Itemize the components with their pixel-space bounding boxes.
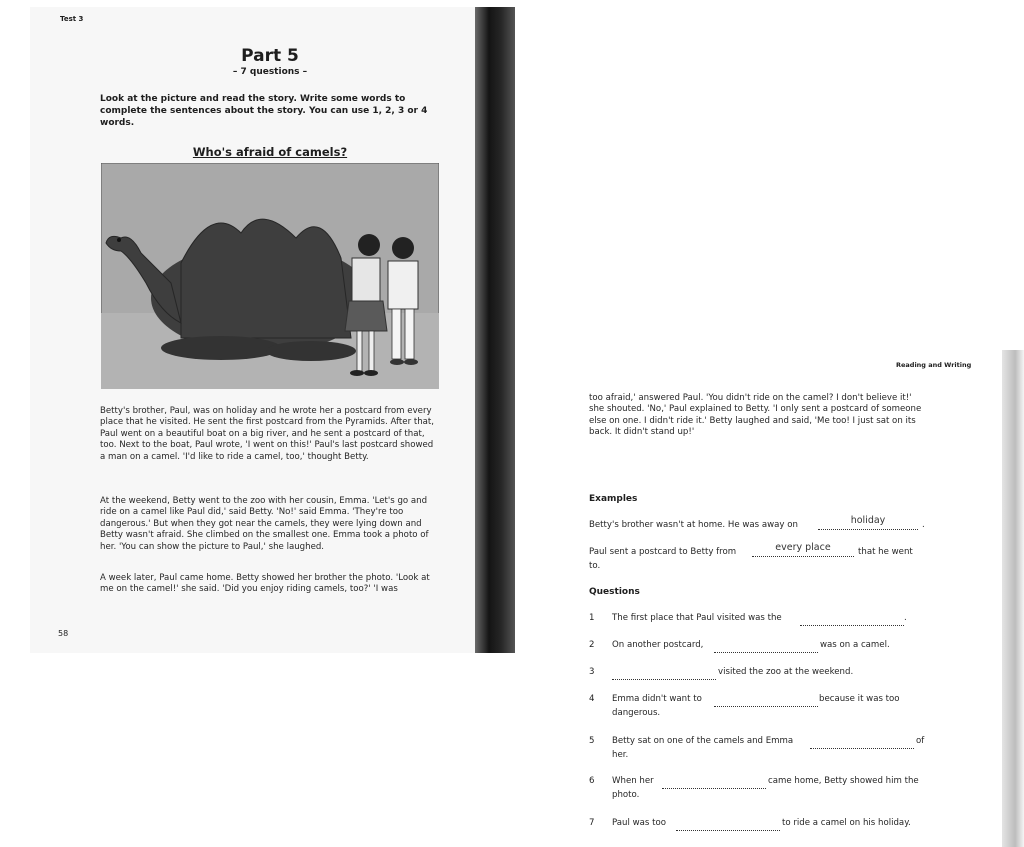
question-6-answer-input[interactable] [662,775,766,789]
question-1-number: 1 [589,613,595,623]
question-1-end: . [904,613,907,623]
story-continuation: too afraid,' answered Paul. 'You didn't ride on the camel? I don't believe it!' she shouted. 'No,' Paul explained to Betty. 'I only sent a postcard of someone else on one. I didn't ride it.' Betty laughed and said, 'Me too! I just sat on its back. It didn't stand up!' [589,393,922,438]
story-title: Who's afraid of camels? [192,145,348,159]
question-5-end-line: her. [612,750,629,760]
question-6-end-line: photo. [612,790,640,800]
story-illustration [101,163,439,389]
example-1-end: . [922,520,925,530]
examples-heading: Examples [589,494,638,504]
question-7-number: 7 [589,818,595,828]
question-7-end: to ride a camel on his holiday. [782,818,911,828]
question-7-answer-input[interactable] [676,817,780,831]
example-2-answer: every place [775,542,831,553]
section-header: Reading and Writing [896,361,972,369]
question-4-end: because it was too [819,694,900,704]
question-1-answer-input[interactable] [800,612,904,626]
story-paragraph-1: Betty's brother, Paul, was on holiday and he wrote her a postcard from every place that he visited. He sent the first postcard from the Pyramids. After that, Paul went on a beautiful boat on a big river, and he sent a postcard of that, too. Next to the boat, Paul wrote, 'I went on this!' Paul's last postcard showed a man on a camel. 'I'd like to ride a camel, too,' thought Betty. [100,406,435,462]
question-2-number: 2 [589,640,595,650]
book-edge [1002,350,1024,847]
question-4-number: 4 [589,694,595,704]
question-6-end: came home, Betty showed him the [768,776,919,786]
question-5-number: 5 [589,736,595,746]
question-6-number: 6 [589,776,595,786]
question-6-text: When her [612,776,654,786]
page-subtitle: – 7 questions – [232,67,308,77]
question-2-answer-input[interactable] [714,639,818,653]
question-4-text: Emma didn't want to [612,694,702,704]
question-3-number: 3 [589,667,595,677]
question-3-end: visited the zoo at the weekend. [718,667,854,677]
story-paragraph-2: At the weekend, Betty went to the zoo with her cousin, Emma. 'Let's go and ride on a camel like Paul did,' said Betty. 'No!' said Emma. 'They're too dangerous.' But when they got near the camels, they were lying down and Betty wasn't afraid. She climbed on the smallest one. Emma took a photo of her. 'You can show the picture to Paul,' she laughed. [100,496,429,552]
example-2-end-line: to. [589,561,601,571]
example-1-text: Betty's brother wasn't at home. He was away on [589,520,798,530]
example-2-end: that he went [858,547,913,557]
question-5-end: of [916,736,925,746]
question-5-text: Betty sat on one of the camels and Emma [612,736,794,746]
question-2-end: was on a camel. [820,640,890,650]
story-paragraph-3: A week later, Paul came home. Betty showed her brother the photo. 'Look at me on the camel!' she said. 'Did you enjoy riding camels, too?' 'I was [100,573,430,595]
question-1-text: The first place that Paul visited was the [612,613,782,623]
page-number: 58 [58,629,69,638]
page-title: Part 5 [241,46,299,66]
test-label: Test 3 [60,15,84,23]
book-spine [475,7,515,653]
example-1-answer: holiday [850,515,886,526]
question-3-answer-input[interactable] [612,666,716,680]
question-7-text: Paul was too [612,818,667,828]
question-4-end-line: dangerous. [612,708,661,718]
question-4-answer-input[interactable] [714,693,818,707]
question-5-answer-input[interactable] [810,735,914,749]
question-2-text: On another postcard, [612,640,704,650]
instructions: Look at the picture and read the story. Write some words to complete the sentences about the story. You can use 1, 2, 3 or 4 words. [100,94,428,128]
questions-heading: Questions [589,587,640,597]
example-2-text: Paul sent a postcard to Betty from [589,547,737,557]
